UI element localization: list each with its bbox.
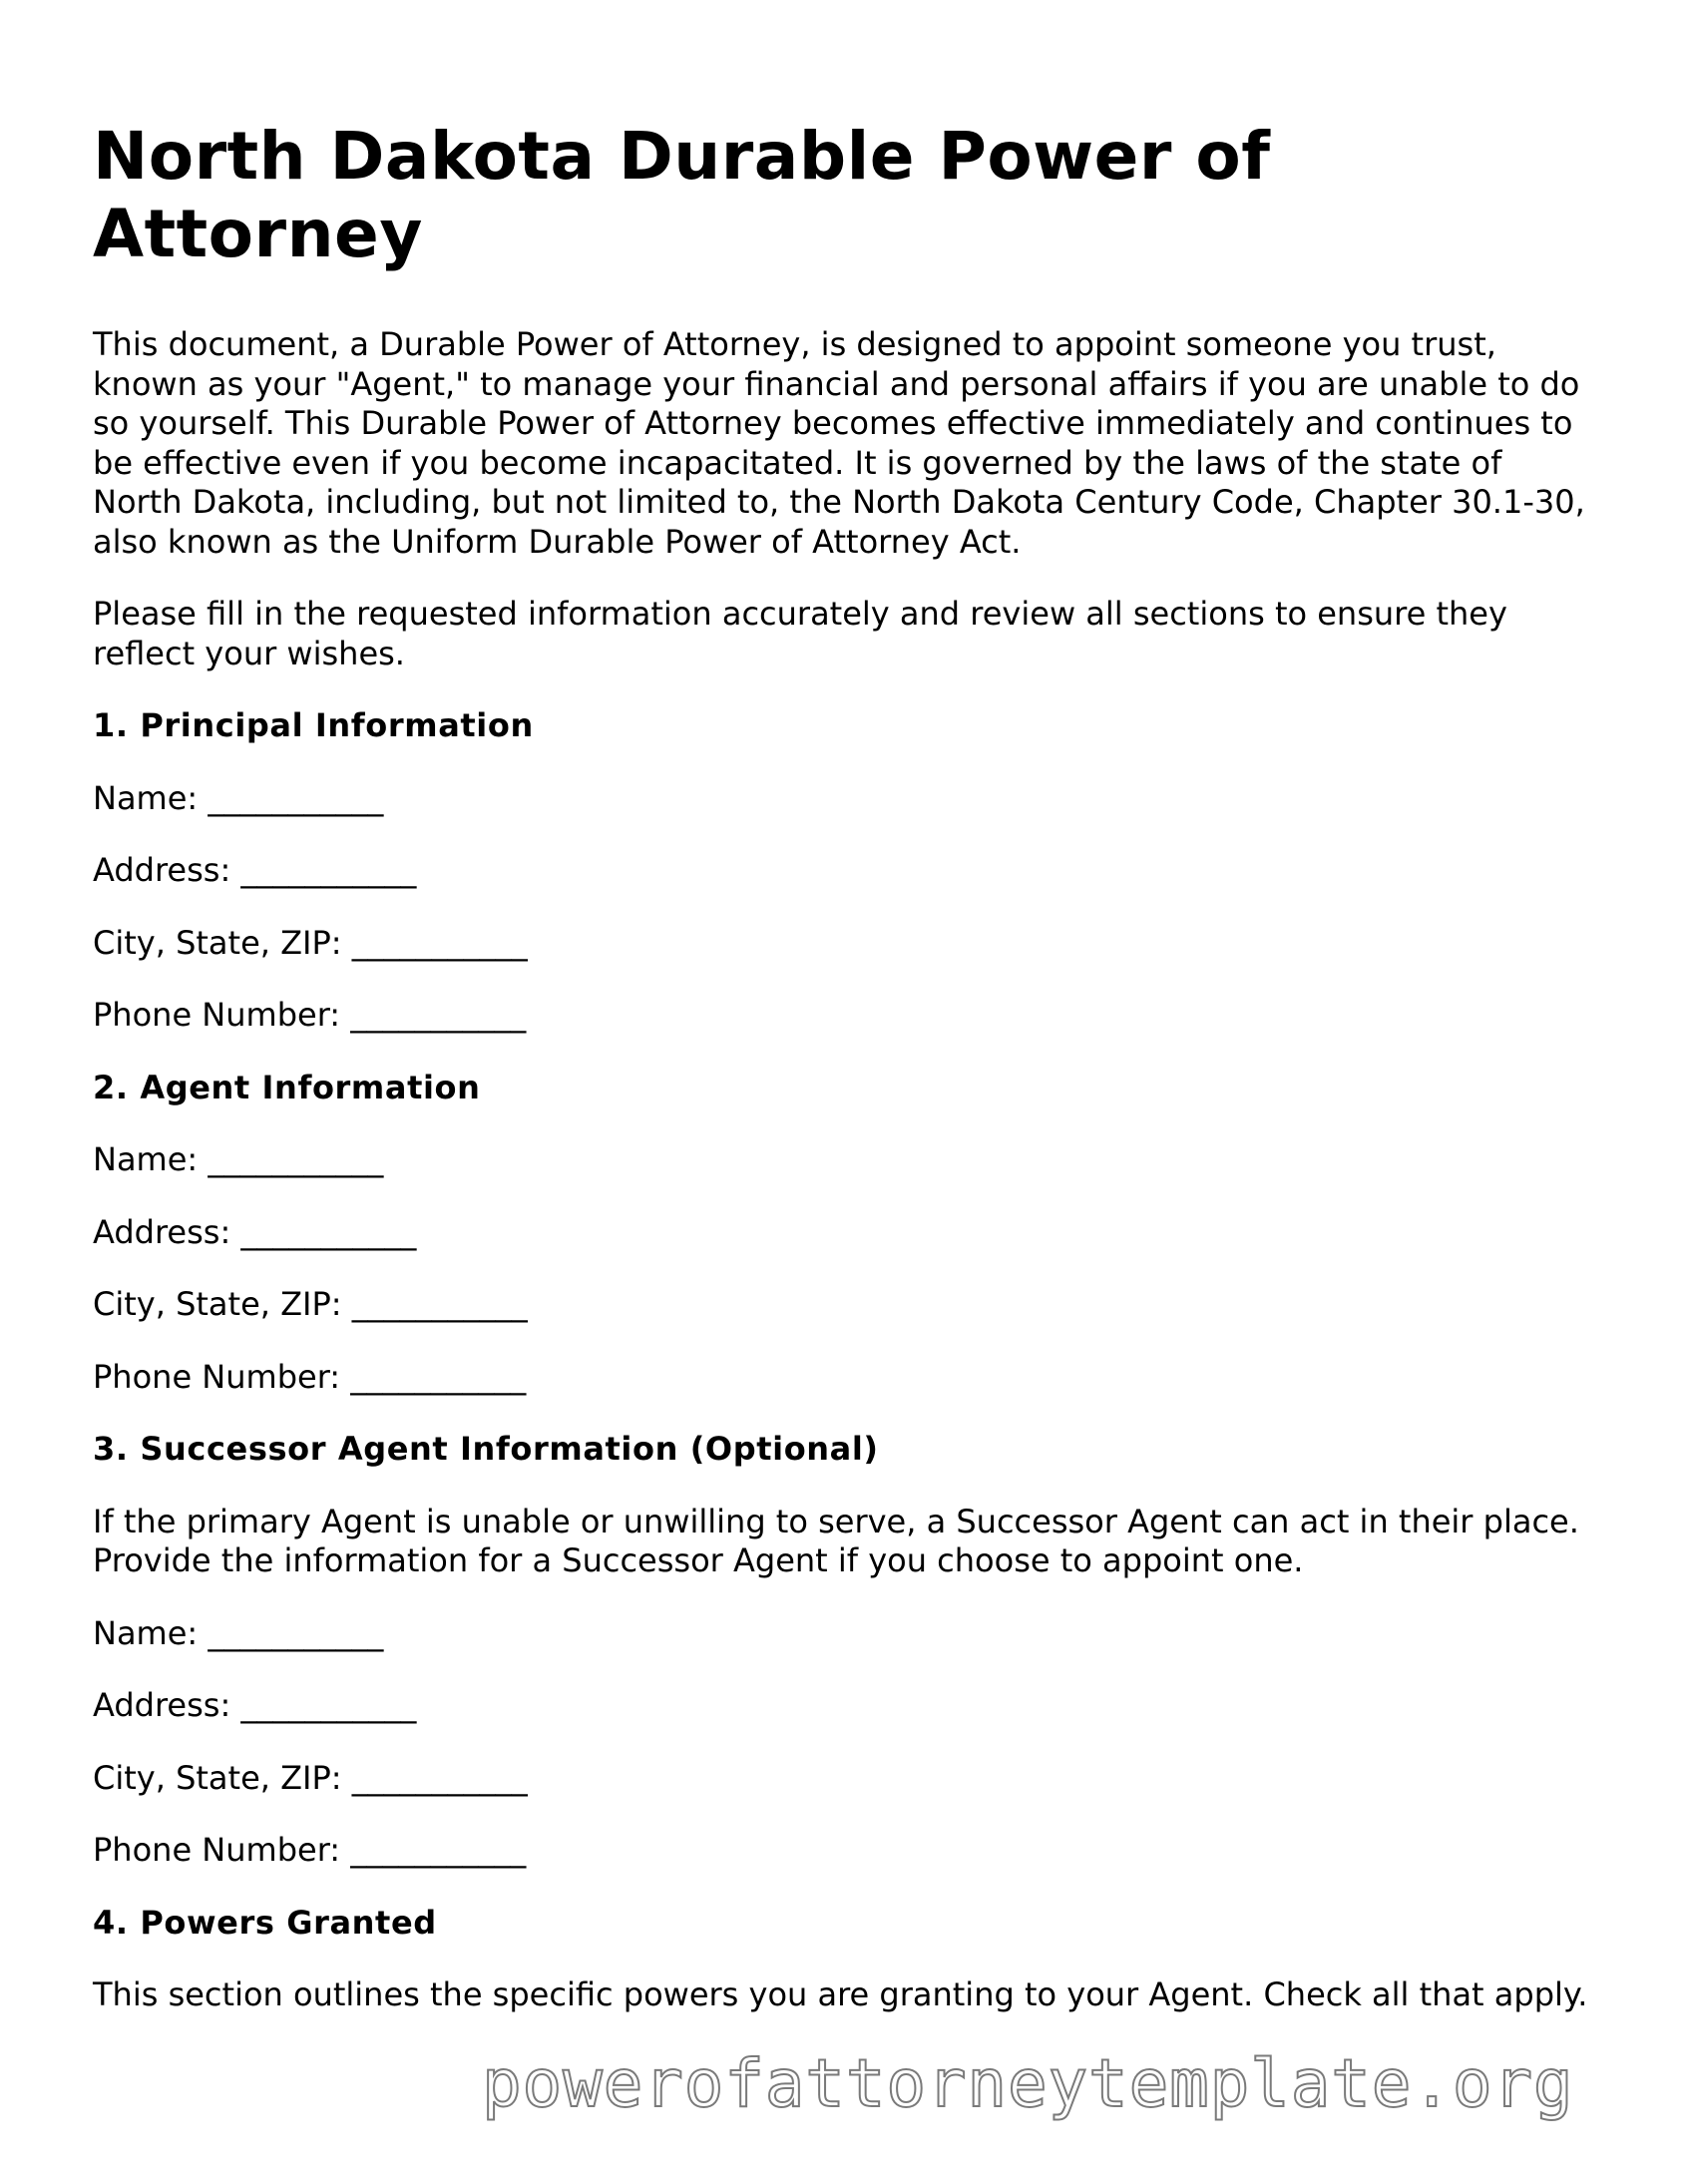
principal-phone-field[interactable]: Phone Number: ___________: [93, 996, 527, 1034]
principal-name-field[interactable]: Name: ___________: [93, 778, 384, 817]
instructions-paragraph: Please fill in the requested information accurately and review all sections to ensure they reflect your wishes.: [93, 595, 1507, 672]
agent-city-state-zip-field[interactable]: City, State, ZIP: ___________: [93, 1285, 528, 1323]
principal-address-field[interactable]: Address: ___________: [93, 851, 417, 889]
site-watermark: powerofattorneytemplate.org: [482, 2045, 1574, 2122]
agent-address-field[interactable]: Address: ___________: [93, 1212, 417, 1251]
successor-city-state-zip-field[interactable]: City, State, ZIP: ___________: [93, 1758, 528, 1797]
successor-phone-field[interactable]: Phone Number: ___________: [93, 1831, 527, 1869]
successor-section-heading: 3. Successor Agent Information (Optional): [93, 1430, 879, 1468]
principal-city-state-zip-field[interactable]: City, State, ZIP: ___________: [93, 923, 528, 962]
document-title: North Dakota Durable Power of Attorney: [93, 118, 1271, 272]
successor-description: If the primary Agent is unable or unwilling to serve, a Successor Agent can act in their place. Provide the information for a Successor Agent if you choose to appoint one.: [93, 1502, 1579, 1579]
agent-section-heading: 2. Agent Information: [93, 1068, 481, 1106]
successor-address-field[interactable]: Address: ___________: [93, 1686, 417, 1724]
successor-name-field[interactable]: Name: ___________: [93, 1613, 384, 1652]
principal-section-heading: 1. Principal Information: [93, 706, 534, 744]
powers-description: This section outlines the specific powers you are granting to your Agent. Check all that apply.: [93, 1975, 1588, 2013]
document-page: [93, 118, 1599, 2048]
agent-phone-field[interactable]: Phone Number: ___________: [93, 1357, 527, 1396]
intro-paragraph: This document, a Durable Power of Attorney, is designed to appoint someone you trust, known as your "Agent," to manage your financial and personal affairs if you are unable to do so yourself. This Durable Power of Attorney becomes effective immediately and continues to be effective even if you become incapacitated. It is governed by the laws of the state of North Dakota, including, but not limited to, the North Dakota Century Code, Chapter 30.1-30, also known as the Uniform Durable Power of Attorney Act.: [93, 325, 1585, 561]
agent-name-field[interactable]: Name: ___________: [93, 1140, 384, 1178]
powers-section-heading: 4. Powers Granted: [93, 1903, 437, 1942]
